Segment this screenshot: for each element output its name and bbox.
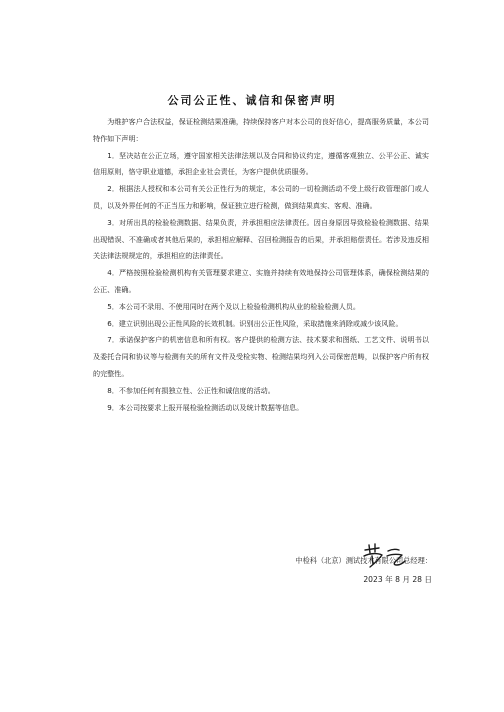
clause-6: 6．建立识别出现公正性风险的长效机制。识别出公正性风险，采取措施来消除或减少该风险。 [107, 318, 403, 328]
clause-7: 7．承诺保护客户的机密信息和所有权。客户提供的检测方法、技术要求和图纸、工艺文件、说明书以及委托合同和协议等与检测有关的所有文件及受检实物、检测结果均列入公司保密范畴，以保护客户所有权的完整性。 [93, 335, 429, 378]
clause-5: 5．本公司不录用、不使用同时在两个及以上检验检测机构从业的检验检测人员。 [107, 301, 360, 311]
document-body [93, 114, 429, 416]
clause-2: 2．根据法人授权和本公司有关公正性行为的规定，本公司的一切检测活动不受上级行政管理部门或人员，以及外界任何的不正当压力和影响，保证独立进行检测，做到结果真实、客观、准确。 [93, 184, 429, 210]
document-title: 公司公正性、诚信和保密声明 [167, 94, 337, 107]
handwritten-signature [358, 542, 418, 570]
intro-paragraph: 为维护客户合法权益，保证检测结果准确，持续保持客户对本公司的良好信心，提高服务质量，本公司特作如下声明： [93, 117, 429, 143]
clause-9: 9．本公司按要求上报开展检验检测活动以及统计数据等信息。 [107, 402, 304, 412]
signoff-date: 2023 年 8 月 28 日 [363, 575, 432, 584]
clause-4: 4．严格按照检验检测机构有关管理要求建立、实施并持续有效地保持公司管理体系，确保检测结果的公正、准确。 [93, 268, 429, 294]
signoff-line: 中检科（北京）测试技术有限公司总经理： [295, 556, 432, 565]
clause-1: 1．坚决站在公正立场，遵守国家相关法律法规以及合同和协议约定，遵循客观独立、公平公正、诚实信用原则，恪守职业道德，承担企业社会责任，为客户提供优质服务。 [93, 150, 429, 177]
clause-3: 3．对所出具的检验检测数据、结果负责，并承担相应法律责任。因自身原因导致检验检测数据、结果出现错误、不准确或者其他后果的，承担相应解释、召回检测报告的后果，并承担赔偿责任。若涉及违反相关法律法规规定的，承担相应的法律责任。 [93, 217, 429, 261]
clause-8: 8．不参加任何有损独立性、公正性和诚信度的活动。 [107, 385, 275, 395]
